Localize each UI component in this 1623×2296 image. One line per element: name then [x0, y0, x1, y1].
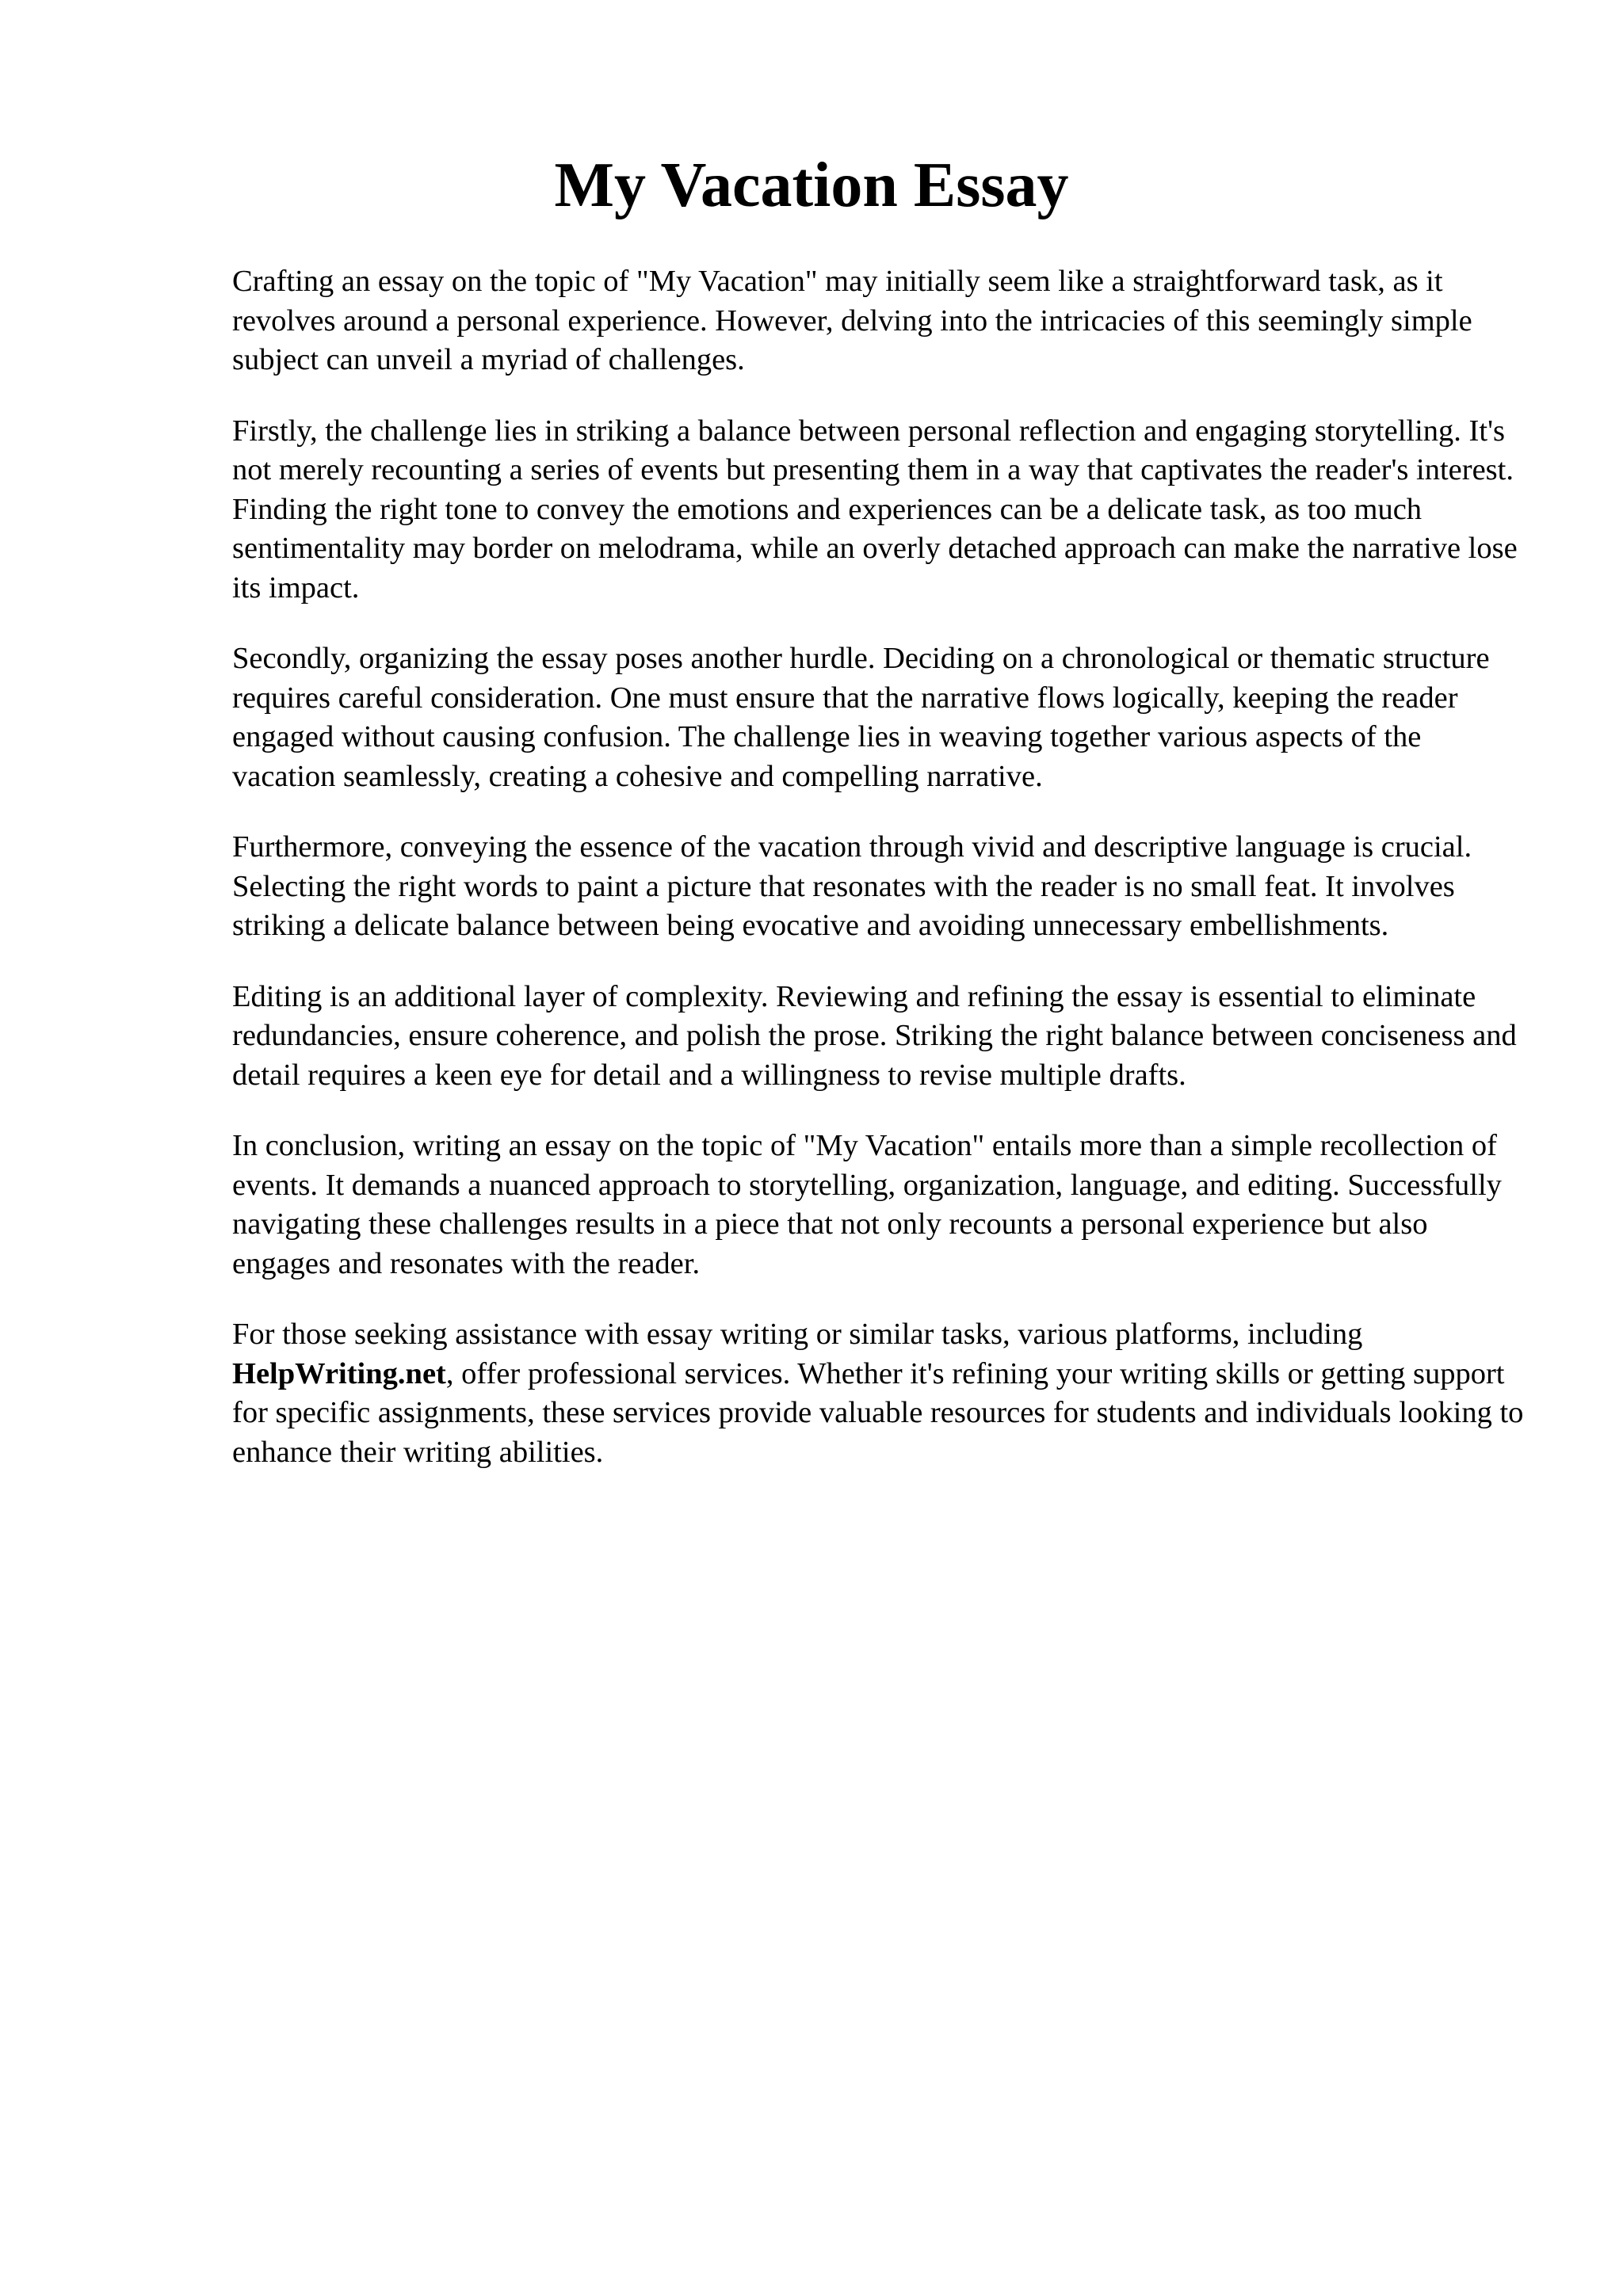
closing-rest-text: , offer professional services. Whether it's refining your writing skills or getting support for specific assignments, these services provide valuable resources for students and individuals looking to enhance their writing abilities. [232, 1356, 1524, 1469]
paragraph-intro: Crafting an essay on the topic of "My Vacation" may initially seem like a straightforward task, as it revolves around a personal experience. However, delving into the intricacies of this seemingly simple subject can unveil a myriad of challenges. [232, 265, 1472, 376]
page-title: My Vacation Essay [554, 151, 1069, 220]
paragraph-conclusion: In conclusion, writing an essay on the topic of "My Vacation" entails more than a simple recollection of events. It demands a nuanced approach to storytelling, organization, language, and editing. Successfully navigating these challenges results in a piece that not only recounts a personal experience but also engages and resonates with the reader. [232, 1129, 1502, 1280]
paragraph-organization: Secondly, organizing the essay poses another hurdle. Deciding on a chronological or thematic structure requires careful consideration. One must ensure that the narrative flows logically, keeping the reader engaged without causing confusion. The challenge lies in weaving together various aspects of the vacation seamlessly, creating a cohesive and compelling narrative. [232, 642, 1490, 793]
closing-lead-text: For those seeking assistance with essay writing or similar tasks, various platforms, including [232, 1318, 1363, 1351]
paragraph-language: Furthermore, conveying the essence of the vacation through vivid and descriptive language is crucial. Selecting the right words to paint a picture that resonates with the reader is no small feat. It involves striking a delicate balance between being evocative and avoiding unnecessary embellishments. [232, 830, 1472, 942]
paragraph-storytelling: Firstly, the challenge lies in striking a balance between personal reflection and engaging storytelling. It's not merely recounting a series of events but presenting them in a way that captivates the reader's interest. Finding the right tone to convey the emotions and experiences can be a delicate task, as too much sentimentality may border on melodrama, while an overly detached approach can make the narrative lose its impact. [232, 414, 1518, 605]
essay-body [232, 262, 1532, 1504]
paragraph-closing [232, 1315, 1532, 1472]
paragraph-editing: Editing is an additional layer of complexity. Reviewing and refining the essay is essential to eliminate redundancies, ensure coherence, and polish the prose. Striking the right balance between conciseness and detail requires a keen eye for detail and a willingness to revise multiple drafts. [232, 979, 1517, 1092]
brand-name: HelpWriting.net [232, 1356, 446, 1390]
